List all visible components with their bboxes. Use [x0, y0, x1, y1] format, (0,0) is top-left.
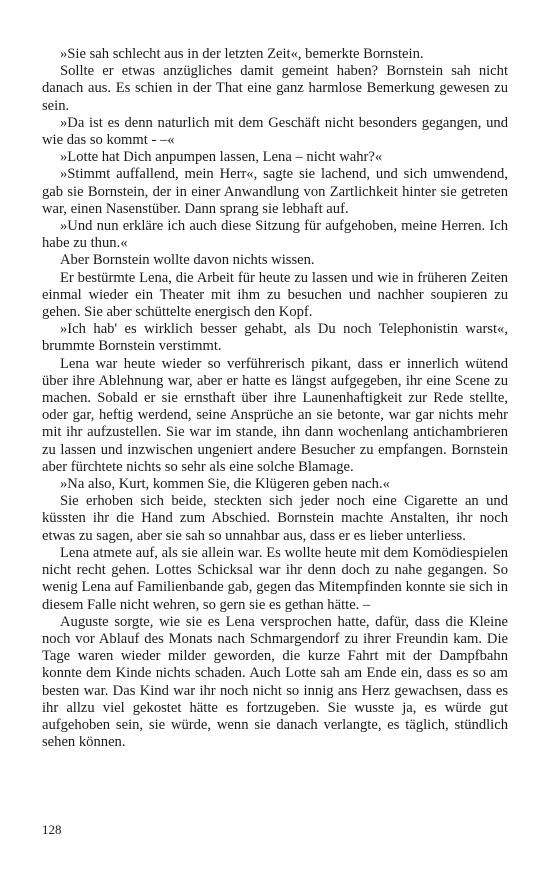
paragraph: »Und nun erkläre ich auch diese Sitzung für aufgehoben, meine Herren. Ich habe zu thun.« — [42, 218, 508, 252]
paragraph: »Da ist es denn naturlich mit dem Geschäft nicht besonders gegangen, und wie das so kommt - –« — [42, 114, 508, 149]
paragraph: »Sie sah schlecht aus in der letzten Zeit«, bemerkte Bornstein. — [60, 46, 424, 62]
book-page-text — [42, 46, 508, 751]
paragraph: »Stimmt auffallend, mein Herr«, sagte sie lachend, und sich umwendend, gab sie Bornstein, der in einer Anwandlung von Zartlichkeit hinter sie getreten war, einen Nasenstüber. Dann sprang sie lebhaft auf. — [42, 166, 508, 217]
paragraph: »Ich hab' es wirklich besser gehabt, als Du noch Telephonistin warst«, brummte Bornstein verstimmt. — [42, 321, 508, 355]
paragraph: Auguste sorgte, wie sie es Lena versprochen hatte, dafür, dass die Kleine noch vor Ablauf des Monats nach Schmargendorf zu ihrer Freundin kam. Die Tage waren wieder milder geworden, die kurze Fahrt mit der Dampfbahn konnte dem Kinde nichts schaden. Auch Lotte sah am Ende ein, dass es so am besten war. Das Kind war ihr noch nicht so innig ans Herz gewachsen, dass es ihr allzu viel gekostet hätte es fortzugeben. Sie wusste ja, es würde gut aufgehoben sein, sie würde, wenn sie danach verlangte, es täglich, stündlich sehen können. — [42, 613, 508, 751]
paragraph: Sie erhoben sich beide, steckten sich jeder noch eine Cigarette an und küssten ihr die Hand zum Abschied. Bornstein machte Anstalten, ihr noch etwas zu sagen, aber sie sah so unnahbar aus, dass er es lieber unterliess. — [42, 493, 508, 544]
paragraph: Sollte er etwas anzügliches damit gemeint haben? Bornstein sah nicht danach aus. Es schien in der That eine ganz harmlose Bemerkung gewesen zu sein. — [42, 63, 508, 114]
paragraph: Lena war heute wieder so verführerisch pikant, dass er innerlich wütend über ihre Ablehnung war, aber er hatte es längst aufgegeben, ihr eine Scene zu machen. Sobald er sie ernsthaft über ihre Launenhaftigkeit zur Rede stellte, oder gar, heftig werdend, seine Ansprüche an sie betonte, war gar nichts mehr mit ihr aufzustellen. Sie war im stande, ihn dann wochenlang antichambrieren zu lassen und inzwischen ungeniert andere Besucher zu empfangen. Bornstein aber fürchtete nichts so sehr als eine solche Blamage. — [42, 355, 508, 475]
paragraph: »Lotte hat Dich anpumpen lassen, Lena – nicht wahr?« — [60, 149, 383, 166]
paragraph: »Na also, Kurt, kommen Sie, die Klügeren geben nach.« — [60, 476, 390, 493]
paragraph: Lena atmete auf, als sie allein war. Es wollte heute mit dem Komödiespielen nicht recht gehen. Lottes Schicksal war ihr denn doch zu nahe gegangen. So wenig Lena auf Familienbande gab, gegen das Mitempfinden konnte sie sich in diesem Falle nicht wehren, so gern sie es gethan hätte. – — [42, 544, 508, 613]
paragraph: Aber Bornstein wollte davon nichts wissen. — [60, 252, 315, 269]
page-number: 128 — [42, 822, 62, 837]
paragraph: Er bestürmte Lena, die Arbeit für heute zu lassen und wie in früheren Zeiten einmal wieder ein Theater mit ihm zu besuchen und nachher soupieren zu gehen. Sie aber schüttelte energisch den Kopf. — [42, 269, 508, 321]
